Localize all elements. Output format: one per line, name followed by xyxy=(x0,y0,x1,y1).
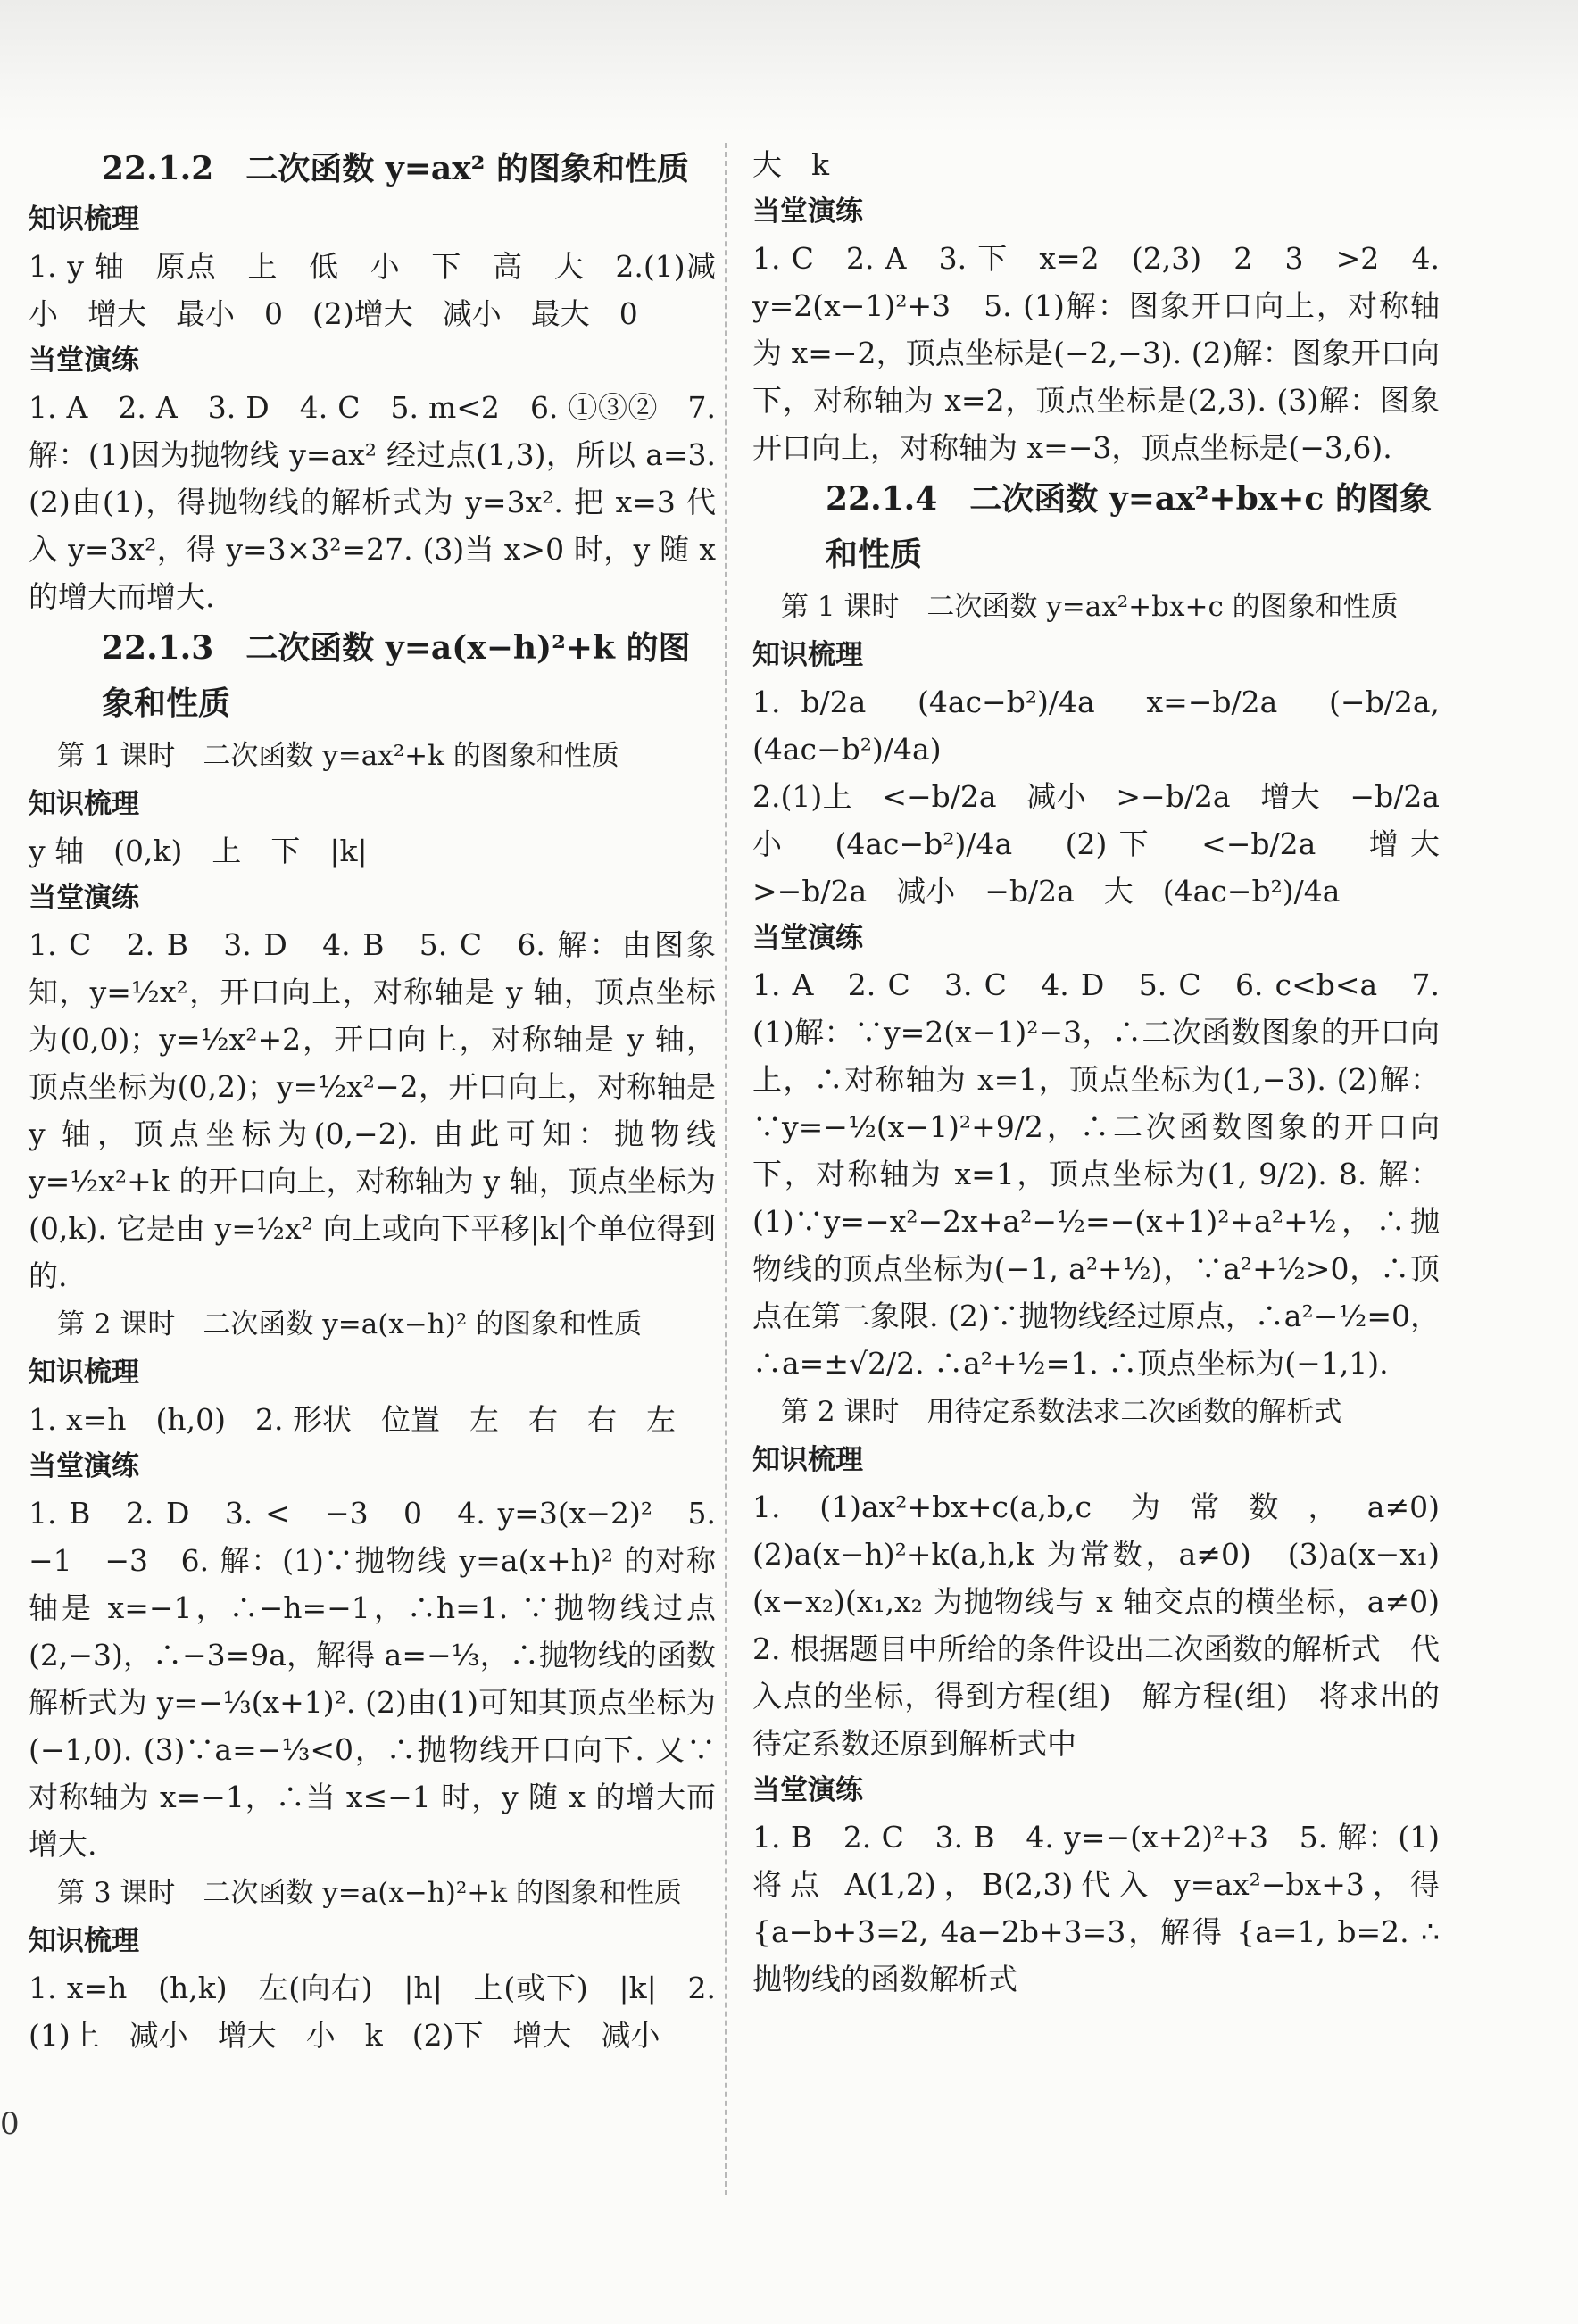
heading: 当堂演练 xyxy=(752,1774,863,1806)
lesson-title: 第 2 课时 二次函数 y=a(x−h)² 的图象和性质 xyxy=(57,1308,643,1340)
heading: 知识梳理 xyxy=(29,1925,139,1957)
lesson-title: 第 2 课时 用待定系数法求二次函数的解析式 xyxy=(781,1396,1342,1428)
answer-block: 1. B 2. C 3. B 4. y=−(x+2)²+3 5. 解：(1)将点 A(1,2)，B(2,3)代入 y=ax²−bx+3，得 {a−b+3=2, 4a−2b+3=3，解得 {a=1, b=2. ∴抛物线的函数解析式 xyxy=(752,1820,1440,1996)
heading: 当堂演练 xyxy=(752,922,863,954)
right-column xyxy=(752,141,1469,2003)
answer-block: 1. b/2a (4ac−b²)/4a x=−b/2a (−b/2a, (4ac−b²)/4a) xyxy=(752,685,1440,767)
heading: 知识梳理 xyxy=(29,788,139,820)
left-column xyxy=(29,141,716,2059)
answer-block: 1. C 2. A 3. 下 x=2 (2,3) 2 3 >2 4. y=2(x−1)²+3 5. (1)解：图象开口向上，对称轴为 x=−2，顶点坐标是(−2,−3). (2)解：图象开口向下，对称轴为 x=2，顶点坐标是(2,3). (3)解：图象开口向上，对称轴为 x=−3，顶点坐标是(−3,6). xyxy=(752,241,1440,465)
answer-block: 1. x=h (h,0) 2. 形状 位置 左 右 右 左 xyxy=(29,1402,676,1437)
answer-block: 2.(1)上 <−b/2a 减小 >−b/2a 增大 −b/2a 小 (4ac−b²)/4a (2)下 <−b/2a 增大 >−b/2a 减小 −b/2a 大 (4ac−b²)/4a xyxy=(752,779,1469,909)
lesson-title: 第 3 课时 二次函数 y=a(x−h)²+k 的图象和性质 xyxy=(57,1877,682,1909)
heading: 知识梳理 xyxy=(29,203,139,236)
heading: 当堂演练 xyxy=(752,195,863,228)
heading: 知识梳理 xyxy=(752,1444,863,1476)
answer-block: 1. C 2. B 3. D 4. B 5. C 6. 解：由图象知，y=½x²，开口向上，对称轴是 y 轴，顶点坐标为(0,0)；y=½x²+2，开口向上，对称轴是 y 轴，顶点坐标为(0,2)；y=½x²−2，开口向上，对称轴是 y 轴，顶点坐标为(0,−2). 由此可知：抛物线 y=½x²+k 的开口向上，对称轴为 y 轴，顶点坐标为(0,k). 它是由 y=½x² 向上或向下平移|k|个单位得到的. xyxy=(29,927,716,1293)
heading: 当堂演练 xyxy=(29,882,139,914)
heading: 当堂演练 xyxy=(29,344,139,377)
answer-block: 1. A 2. A 3. D 4. C 5. m<2 6. ①③② 7. 解：(1)因为抛物线 y=ax² 经过点(1,3)，所以 a=3. (2)由(1)，得抛物线的解析式为 y=3x². 把 x=3 代入 y=3x²，得 y=3×3²=27. (3)当 x>0 时，y 随 x 的增大而增大. xyxy=(29,390,716,614)
lesson-title: 第 1 课时 二次函数 y=ax²+bx+c 的图象和性质 xyxy=(781,591,1399,623)
heading: 当堂演练 xyxy=(29,1450,139,1482)
heading: 知识梳理 xyxy=(29,1357,139,1389)
column-divider xyxy=(725,143,727,2195)
lesson-title: 第 1 课时 二次函数 y=ax²+k 的图象和性质 xyxy=(57,740,619,772)
answer-block: 1. (1)ax²+bx+c(a,b,c 为常数，a≠0) (2)a(x−h)²+k(a,h,k 为常数，a≠0) (3)a(x−x₁)(x−x₂)(x₁,x₂ 为抛物线与 x 轴交点的横坐标，a≠0) 2. 根据题目中所给的条件设出二次函数的解析式 代入点的坐标，得到方程(组) 解方程(组) 将求出的待定系数还原到解析式中 xyxy=(752,1490,1469,1761)
section-title: 22.1.2 二次函数 y=ax² 的图象和性质 xyxy=(102,150,689,187)
page-number: 0 xyxy=(0,2106,20,2142)
heading: 知识梳理 xyxy=(752,639,863,671)
answer-block: 1. A 2. C 3. C 4. D 5. C 6. c<b<a 7. (1)解：∵y=2(x−1)²−3，∴二次函数图象的开口向上，∴对称轴为 x=1，顶点坐标为(1,−3). (2)解：∵y=−½(x−1)²+9/2，∴二次函数图象的开口向下，对称轴为 x=1，顶点坐标为(1, 9/2). 8. 解：(1)∵y=−x²−2x+a²−½=−(x+1)²+a²+½，∴抛物线的顶点坐标为(−1, a²+½)，∵a²+½>0，∴顶点在第二象限. (2)∵抛物线经过原点，∴a²−½=0，∴a=±√2/2. ∴a²+½=1. ∴顶点坐标为(−1,1). xyxy=(752,967,1440,1381)
answer-block: y 轴 (0,k) 上 下 |k| xyxy=(29,834,368,868)
section-title: 22.1.3 二次函数 y=a(x−h)²+k 的图象和性质 xyxy=(102,629,691,722)
section-title: 22.1.4 二次函数 y=ax²+bx+c 的图象和性质 xyxy=(826,480,1432,573)
answer-block: 1. B 2. D 3. < −3 0 4. y=3(x−2)² 5. −1 −3 6. 解：(1)∵抛物线 y=a(x+h)² 的对称轴是 x=−1，∴−h=−1，∴h=1. ∵抛物线过点(2,−3)，∴−3=9a，解得 a=−⅓，∴抛物线的函数解析式为 y=−⅓(x+1)². (2)由(1)可知其顶点坐标为(−1,0). (3)∵a=−⅓<0，∴抛物线开口向下. 又∵对称轴为 x=−1，∴当 x≤−1 时，y 随 x 的增大而增大. xyxy=(29,1496,716,1862)
answer-block: 大 k xyxy=(752,147,829,182)
answer-block: 1. x=h (h,k) 左(向右) |h| 上(或下) |k| 2.(1)上 减小 增大 小 k (2)下 增大 减小 xyxy=(29,1971,716,2053)
scan-header-band xyxy=(0,0,1578,134)
answer-block: 1. y 轴 原点 上 低 小 下 高 大 2.(1)减小 增大 最小 0 (2)增大 减小 最大 0 xyxy=(29,249,716,331)
